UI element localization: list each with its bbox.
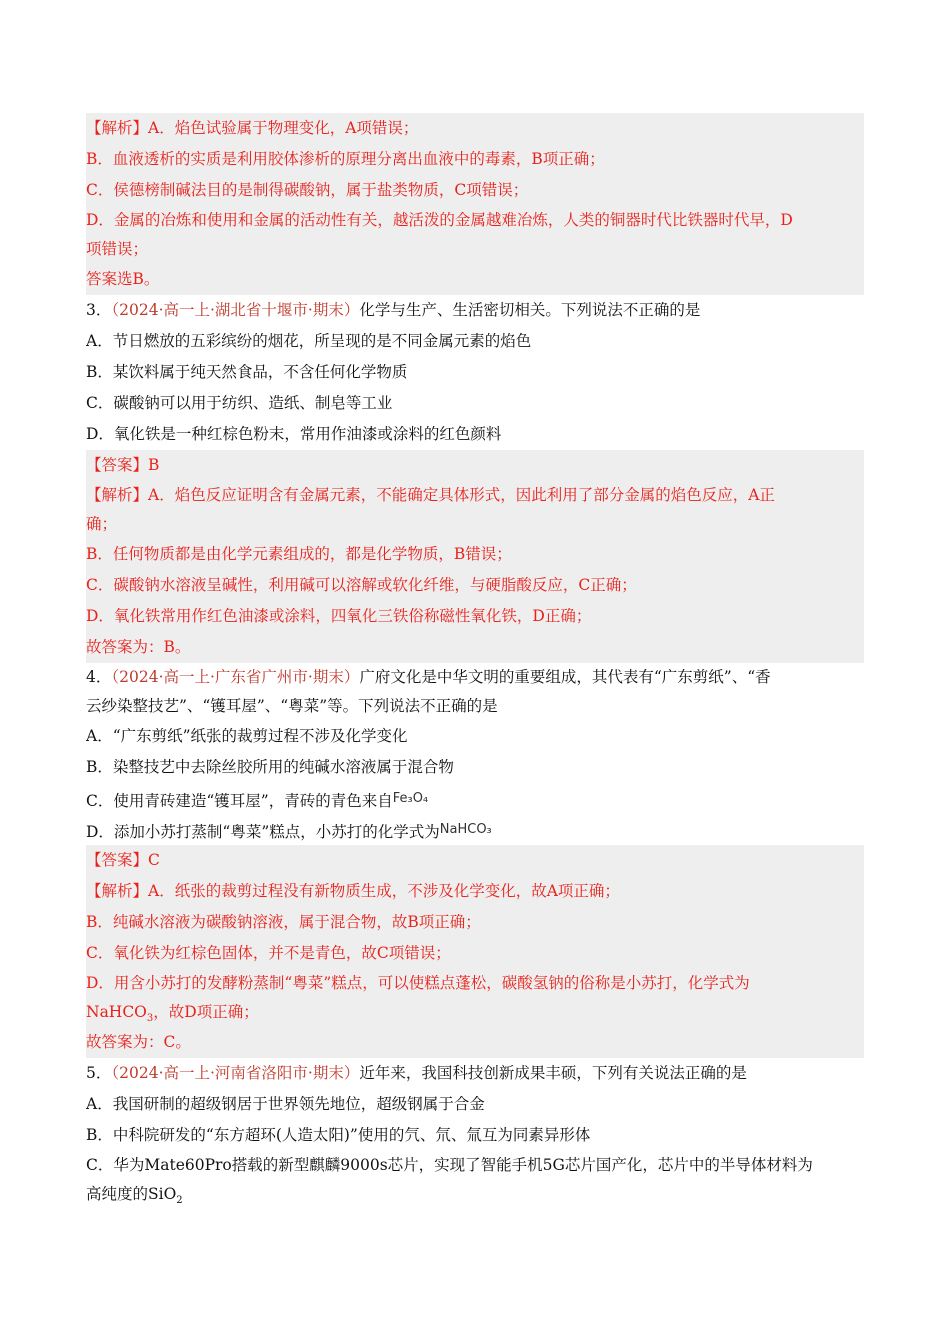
formula-text: NaHCO: [86, 1003, 147, 1021]
option-c-text: C．使用青砖建造“镬耳屋”，青砖的青色来自: [86, 792, 393, 810]
option-a: A．我国研制的超级钢居于世界领先地位，超级钢属于合金: [86, 1095, 485, 1113]
question-source: （2024·高一上·河南省洛阳市·期末）: [111, 1064, 360, 1082]
formula-subscript: 2: [176, 1195, 183, 1207]
answer-line: 【答案】C: [86, 851, 160, 869]
conclusion-line: 故答案为：C。: [86, 1033, 191, 1051]
option-d-text: D．添加小苏打蒸制“粤菜”糕点，小苏打的化学式为: [86, 823, 440, 841]
formula-image: NaHCO₃: [439, 822, 492, 837]
option-b: B．中科院研发的“东方超环(人造太阳)”使用的氕、氘、氚互为同素异形体: [86, 1126, 591, 1144]
analysis-line: D．金属的冶炼和使用和金属的活动性有关，越活泼的金属越难冶炼，人类的铜器时代比铁器时代早，D: [86, 211, 793, 229]
analysis-line: C．碳酸钠水溶液呈碱性，利用碱可以溶解或软化纤维，与硬脂酸反应，C正确；: [86, 576, 637, 594]
analysis-line: D．氧化铁常用作红色油漆或涂料，四氧化三铁俗称磁性氧化铁，D正确；: [86, 607, 592, 625]
analysis-line: B．纯碱水溶液为碳酸钠溶液，属于混合物，故B项正确；: [86, 913, 481, 931]
analysis-line: 【解析】A．焰色反应证明含有金属元素，不能确定具体形式，因此利用了部分金属的焰色反应，A正: [86, 486, 775, 504]
document-content: [86, 113, 864, 1209]
analysis-line: 答案选B。: [86, 270, 160, 288]
question-number: 4．: [86, 668, 112, 686]
analysis-line: 【解析】A．焰色试验属于物理变化，A项错误；: [86, 119, 419, 137]
question-text: 近年来，我国科技创新成果丰硕，下列有关说法正确的是: [359, 1064, 747, 1082]
q2-analysis-block: [86, 113, 864, 295]
option-text: 高纯度的SiO: [86, 1185, 177, 1203]
option-d: D．氧化铁是一种红棕色粉末，常用作油漆或涂料的红色颜料: [86, 425, 502, 443]
question-text: 化学与生产、生活密切相关。下列说法不正确的是: [359, 301, 701, 319]
analysis-line: 项错误；: [86, 240, 149, 258]
analysis-line: B．任何物质都是由化学元素组成的，都是化学物质，B错误；: [86, 545, 512, 563]
question-text: 广府文化是中华文明的重要组成，其代表有“广东剪纸”、“香: [359, 668, 771, 686]
option-c: C．华为Mate60Pro搭载的新型麒麟9000s芯片，实现了智能手机5G芯片国产化，芯片中的半导体材料为: [86, 1156, 813, 1174]
analysis-line: 故答案为：B。: [86, 638, 191, 656]
option-d: [86, 814, 864, 845]
formula-subscript: 3: [146, 1013, 154, 1025]
q3-solution-block: [86, 450, 864, 663]
analysis-line: C．侯德榜制碱法目的是制得碳酸钠，属于盐类物质，C项错误；: [86, 181, 529, 199]
analysis-line: 确；: [86, 515, 118, 533]
option-a: A．节日燃放的五彩缤纷的烟花，所呈现的是不同金属元素的焰色: [86, 332, 532, 350]
question-source: （2024·高一上·广东省广州市·期末）: [111, 668, 360, 686]
analysis-line: [86, 998, 864, 1027]
analysis-line: D．用含小苏打的发酵粉蒸制“粤菜”糕点，可以使糕点蓬松，碳酸氢钠的俗称是小苏打，化学式为: [86, 974, 750, 992]
option-a: A．“广东剪纸”纸张的裁剪过程不涉及化学变化: [86, 727, 408, 745]
analysis-text: ，故D项正确；: [153, 1003, 259, 1021]
question-4-stem: [86, 663, 864, 692]
analysis-line: 【解析】A．纸张的裁剪过程没有新物质生成，不涉及化学变化，故A项正确；: [86, 882, 620, 900]
answer-line: 【答案】B: [86, 456, 160, 474]
q4-solution-block: [86, 845, 864, 1058]
question-number: 3．: [86, 301, 112, 319]
option-b: B．染整技艺中去除丝胶所用的纯碱水溶液属于混合物: [86, 758, 454, 776]
question-number: 5．: [86, 1064, 112, 1082]
option-b: B．某饮料属于纯天然食品，不含任何化学物质: [86, 363, 408, 381]
question-source: （2024·高一上·湖北省十堰市·期末）: [111, 301, 360, 319]
option-c: C．碳酸钠可以用于纺织、造纸、制皂等工业: [86, 394, 393, 412]
option-c-cont: [86, 1180, 864, 1209]
analysis-line: C．氧化铁为红棕色固体，并不是青色，故C项错误；: [86, 944, 451, 962]
question-4-stem-cont: 云纱染整技艺”、“镬耳屋”、“粤菜”等。下列说法不正确的是: [86, 697, 498, 715]
analysis-line: B．血液透析的实质是利用胶体渗析的原理分离出血液中的毒素，B项正确；: [86, 150, 605, 168]
option-c: [86, 783, 864, 814]
formula-image: Fe₃O₄: [392, 791, 429, 806]
question-3-stem: [86, 295, 864, 326]
question-5-stem: [86, 1058, 864, 1089]
